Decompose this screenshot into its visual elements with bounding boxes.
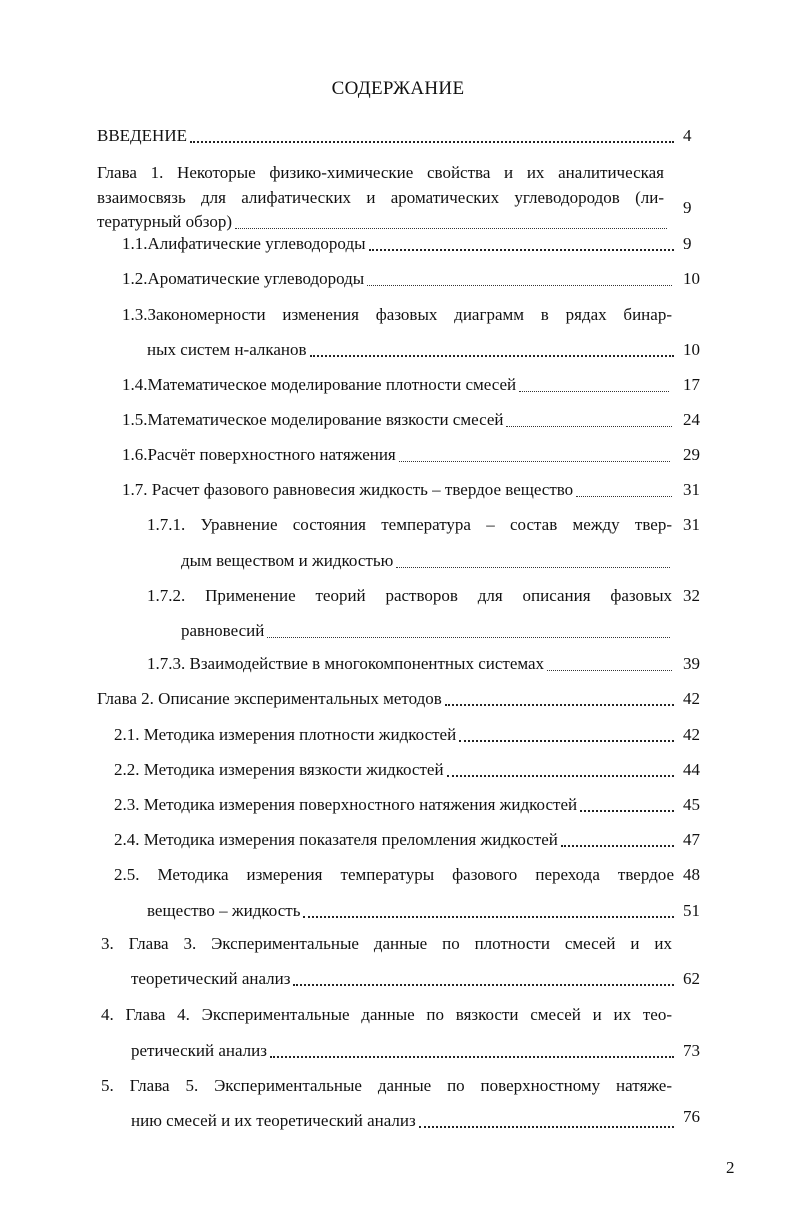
toc-entry-chapter-3-cont: [131, 966, 674, 992]
page-number: 2: [726, 1158, 735, 1177]
toc-entry-text: Глава 1. Некоторые физико-химические свойства и их аналитическая: [97, 163, 664, 182]
toc-entry-text: ВВЕДЕНИЕ: [97, 126, 187, 145]
dot-leader: [399, 460, 670, 462]
toc-entry-text: ных систем н-алканов: [147, 340, 307, 359]
toc-entry-text: ретический анализ: [131, 1041, 267, 1060]
toc-page-number: 47: [683, 830, 700, 849]
toc-entry-intro[interactable]: [97, 123, 674, 149]
dot-leader: [267, 636, 670, 638]
toc-entry-text: вещество – жидкость: [147, 901, 301, 920]
toc-entry-text: 1.7.2. Применение теорий растворов для описания фазовых: [147, 586, 672, 605]
dot-leader: [547, 669, 672, 671]
toc-entry-chapter-3[interactable]: [101, 931, 672, 957]
toc-entry-text: 2.4. Методика измерения показателя преломления жидкостей: [114, 830, 558, 849]
toc-entry-text: равновесий: [181, 621, 265, 640]
toc-entry-section-1-7-1-cont: [181, 548, 670, 574]
toc-entry-section-1-7[interactable]: [122, 477, 672, 503]
toc-entry-section-2-2[interactable]: [114, 757, 674, 783]
dot-leader: [419, 1125, 674, 1128]
dot-leader: [506, 425, 672, 427]
toc-page-number: 10: [683, 269, 700, 288]
toc-entry-text: 1.7.3. Взаимодействие в многокомпонентных системах: [147, 654, 545, 673]
toc-entry-section-2-3[interactable]: [114, 792, 674, 818]
toc-entry-text: 1.1.Алифатические углеводороды: [122, 234, 366, 253]
toc-entry-text: 1.7.1. Уравнение состояния температура – состав между твер-: [147, 515, 672, 534]
toc-entry-section-1-7-2-cont: [181, 618, 670, 644]
toc-entry-text: 1.7. Расчет фазового равновесия жидкость – твердое вещество: [122, 480, 574, 499]
toc-entry-section-2-5-cont: [147, 898, 674, 924]
toc-page-number: 10: [683, 340, 700, 359]
toc-entry-text: 2.5. Методика измерения температуры фазового перехода твердое: [114, 865, 674, 884]
toc-page-number: 31: [683, 515, 700, 534]
toc-entry-section-2-4[interactable]: [114, 827, 674, 853]
toc-entry-chapter-4-cont: [131, 1038, 674, 1064]
toc-page-number: 32: [683, 586, 700, 605]
toc-entry-chapter-5-cont: [131, 1108, 674, 1134]
toc-entry-text: взаимосвязь для алифатических и ароматических углеводородов (ли-: [97, 188, 664, 207]
toc-entry-text: 1.5.Математическое моделирование вязкости смесей: [122, 410, 504, 429]
dot-leader: [459, 739, 674, 742]
toc-page-number: 73: [683, 1041, 700, 1060]
toc-entry-chapter-1[interactable]: [97, 160, 664, 186]
toc-page-number: 51: [683, 901, 700, 920]
dot-leader: [235, 227, 667, 229]
toc-entry-text: теоретический анализ: [131, 969, 291, 988]
toc-entry-section-1-4[interactable]: [122, 372, 669, 398]
toc-entry-section-2-1[interactable]: [114, 722, 674, 748]
toc-page-number: 4: [683, 126, 692, 145]
toc-entry-text: 4. Глава 4. Экспериментальные данные по вязкости смесей и их тео-: [101, 1005, 672, 1024]
toc-entry-text: Глава 2. Описание экспериментальных методов: [97, 689, 442, 708]
page-title: СОДЕРЖАНИЕ: [331, 78, 465, 99]
dot-leader: [576, 495, 672, 497]
toc-entry-text: 1.4.Математическое моделирование плотности смесей: [122, 375, 517, 394]
dot-leader: [270, 1055, 674, 1058]
toc-page-number: 9: [683, 234, 692, 253]
toc-page-number: 9: [683, 198, 692, 217]
toc-entry-section-1-6[interactable]: [122, 442, 670, 468]
toc-page-number: 17: [683, 375, 700, 394]
toc-entry-text: нию смесей и их теоретический анализ: [131, 1111, 416, 1130]
toc-entry-text: дым веществом и жидкостью: [181, 551, 394, 570]
toc-page-number: 45: [683, 795, 700, 814]
dot-leader: [310, 354, 674, 357]
toc-page-number: 42: [683, 725, 700, 744]
toc-entry-section-1-2[interactable]: [122, 266, 672, 292]
toc-entry-chapter-2[interactable]: [97, 686, 674, 712]
toc-page-number: 24: [683, 410, 700, 429]
toc-entry-section-1-3-cont: [147, 337, 674, 363]
toc-entry-text: 2.2. Методика измерения вязкости жидкостей: [114, 760, 444, 779]
toc-entry-section-1-7-2[interactable]: [147, 583, 672, 609]
toc-page-number: 76: [683, 1107, 700, 1126]
toc-entry-section-1-5[interactable]: [122, 407, 672, 433]
dot-leader: [580, 809, 674, 812]
toc-entry-text: тературный обзор): [97, 212, 233, 231]
toc-entry-chapter-4[interactable]: [101, 1002, 672, 1028]
toc-page-number: 31: [683, 480, 700, 499]
dot-leader: [369, 248, 674, 251]
dot-leader: [396, 566, 670, 568]
toc-entry-text: 2.3. Методика измерения поверхностного натяжения жидкостей: [114, 795, 578, 814]
dot-leader: [367, 284, 672, 286]
dot-leader: [303, 915, 674, 918]
dot-leader: [445, 703, 674, 706]
dot-leader: [519, 390, 669, 392]
dot-leader: [447, 774, 674, 777]
dot-leader: [293, 983, 674, 986]
toc-entry-section-1-7-1[interactable]: [147, 512, 672, 538]
toc-entry-text: 5. Глава 5. Экспериментальные данные по поверхностному натяже-: [101, 1076, 672, 1095]
toc-page-number: 42: [683, 689, 700, 708]
toc-entry-section-2-5[interactable]: [114, 862, 674, 888]
toc-page-number: 29: [683, 445, 700, 464]
dot-leader: [561, 844, 674, 847]
toc-entry-text: 1.6.Расчёт поверхностного натяжения: [122, 445, 396, 464]
toc-entry-section-1-3[interactable]: [122, 302, 672, 328]
toc-page-number: 62: [683, 969, 700, 988]
toc-entry-section-1-1[interactable]: [122, 231, 674, 257]
dot-leader: [190, 140, 674, 143]
toc-entry-text: 2.1. Методика измерения плотности жидкостей: [114, 725, 457, 744]
toc-page-number: 39: [683, 654, 700, 673]
toc-page-number: 44: [683, 760, 700, 779]
toc-entry-text: 1.3.Закономерности изменения фазовых диаграмм в рядах бинар-: [122, 305, 672, 324]
toc-page-number: 48: [683, 865, 700, 884]
toc-entry-text: 1.2.Ароматические углеводороды: [122, 269, 365, 288]
toc-entry-text: 3. Глава 3. Экспериментальные данные по плотности смесей и их: [101, 934, 672, 953]
toc-entry-section-1-7-3[interactable]: [147, 651, 672, 677]
toc-entry-chapter-1-cont: [97, 185, 664, 211]
toc-entry-chapter-5[interactable]: [101, 1073, 672, 1099]
